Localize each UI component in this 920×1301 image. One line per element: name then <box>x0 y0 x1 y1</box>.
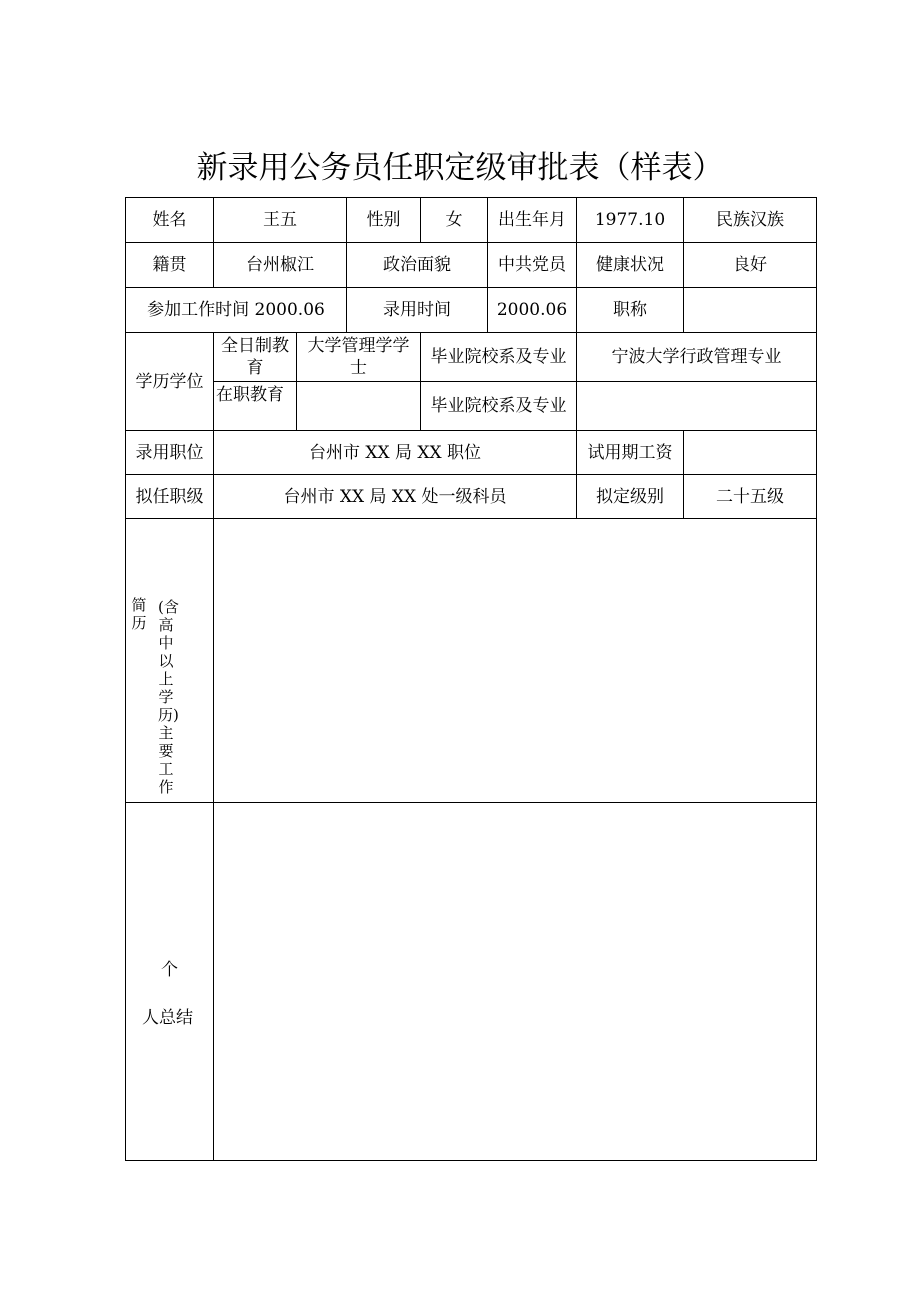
resume-label: 简历 <box>131 596 147 632</box>
resume-label-detail: (含高中以上学历)主要工作 <box>158 598 179 796</box>
inservice-education-label: 在职教育 <box>213 381 296 430</box>
proposed-rank-value: 台州市 XX 局 XX 处一级科员 <box>213 474 576 518</box>
probation-salary-value <box>683 430 817 474</box>
summary-label-cell <box>125 802 213 1161</box>
inservice-school-label: 毕业院校系及专业 <box>420 381 576 430</box>
gender-value: 女 <box>420 197 487 242</box>
hire-time-label: 录用时间 <box>346 287 487 332</box>
political-status-label: 政治面貌 <box>346 242 487 287</box>
work-start-time: 参加工作时间 2000.06 <box>125 287 346 332</box>
page-title: 新录用公务员任职定级审批表（样表） <box>196 150 724 186</box>
professional-title-label: 职称 <box>576 287 683 332</box>
health-value: 良好 <box>683 242 817 287</box>
birth-label: 出生年月 <box>487 197 576 242</box>
fulltime-education-label: 全日制教育 <box>213 332 296 381</box>
professional-title-value <box>683 287 817 332</box>
proposed-rank-label: 拟任职级 <box>125 474 213 518</box>
name-label: 姓名 <box>125 197 213 242</box>
proposed-level-value: 二十五级 <box>683 474 817 518</box>
education-label: 学历学位 <box>125 332 213 430</box>
hired-position-label: 录用职位 <box>125 430 213 474</box>
native-place-label: 籍贯 <box>125 242 213 287</box>
health-label: 健康状况 <box>576 242 683 287</box>
proposed-level-label: 拟定级别 <box>576 474 683 518</box>
fulltime-school-label: 毕业院校系及专业 <box>420 332 576 381</box>
inservice-school-value <box>576 381 817 430</box>
summary-label-line2: 人总结 <box>142 1008 193 1028</box>
political-status-value: 中共党员 <box>487 242 576 287</box>
resume-content <box>213 518 817 802</box>
fulltime-degree: 大学管理学学士 <box>296 332 420 381</box>
inservice-degree <box>296 381 420 430</box>
birth-value: 1977.10 <box>576 197 683 242</box>
native-place-value: 台州椒江 <box>213 242 346 287</box>
hire-time-value: 2000.06 <box>487 287 576 332</box>
probation-salary-label: 试用期工资 <box>576 430 683 474</box>
hired-position-value: 台州市 XX 局 XX 职位 <box>213 430 576 474</box>
name-value: 王五 <box>213 197 346 242</box>
gender-label: 性别 <box>346 197 420 242</box>
ethnicity-value: 民族汉族 <box>683 197 817 242</box>
fulltime-school-value: 宁波大学行政管理专业 <box>576 332 817 381</box>
summary-label-line1: 个 <box>161 960 178 980</box>
summary-content <box>213 802 817 1161</box>
